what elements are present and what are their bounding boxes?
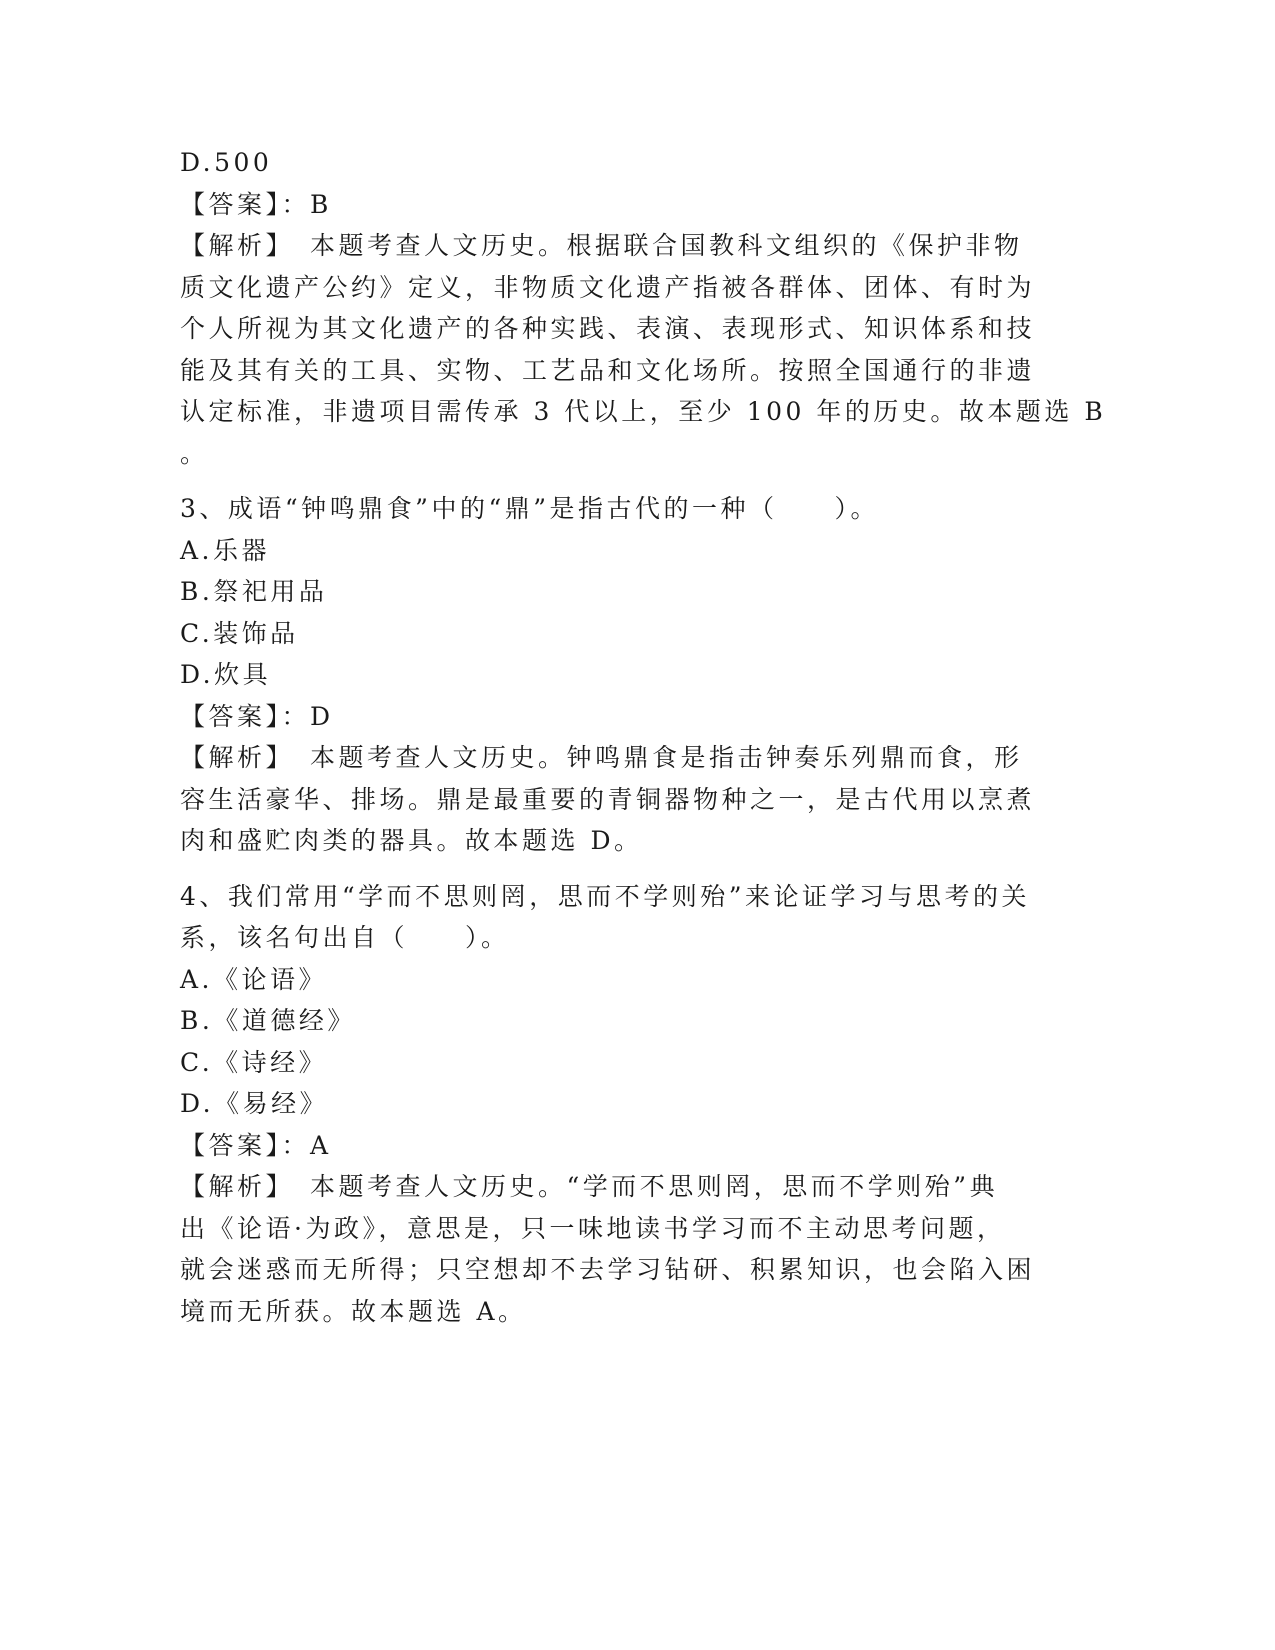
q4-question-line: 4、我们常用“学而不思则罔，思而不学则殆”来论证学习与思考的关 xyxy=(180,881,1030,911)
q2-answer: 【答案】：B xyxy=(180,189,332,219)
q2-analysis-line: 认定标准，非遗项目需传承 3 代以上，至少 100 年的历史。故本题选 B xyxy=(180,397,1107,426)
q3-analysis-line: 【解析】 本题考查人文历史。钟鸣鼎食是指击钟奏乐列鼎而食，形 xyxy=(180,743,1023,772)
q3-option-d: D.炊具 xyxy=(180,660,272,689)
q2-option-d: D.500 xyxy=(180,148,273,177)
q2-analysis-line: 能及其有关的工具、实物、工艺品和文化场所。按照全国通行的非遗 xyxy=(180,355,1036,385)
q2-analysis xyxy=(180,225,1107,474)
q2-analysis-line: 【解析】 本题考查人文历史。根据联合国教科文组织的《保护非物 xyxy=(180,231,1023,260)
q4-analysis-line: 【解析】 本题考查人文历史。“学而不思则罔，思而不学则殆”典 xyxy=(180,1172,999,1201)
q4-option-d: D.《易经》 xyxy=(180,1089,329,1118)
q4-analysis-line: 境而无所获。故本题选 A。 xyxy=(180,1296,527,1326)
q4-question-line: 系，该名句出自（ ）。 xyxy=(180,923,510,952)
q3-analysis-line: 肉和盛贮肉类的器具。故本题选 D。 xyxy=(180,826,643,855)
q4-question xyxy=(180,876,1040,959)
q3-analysis-line: 容生活豪华、排场。鼎是最重要的青铜器物种之一，是古代用以烹煮 xyxy=(180,784,1036,814)
q4-answer: 【答案】：A xyxy=(180,1130,332,1160)
q4-option-a: A.《论语》 xyxy=(180,964,328,994)
q4-analysis-line: 就会迷惑而无所得；只空想却不去学习钻研、积累知识，也会陷入困 xyxy=(180,1255,1036,1284)
q4-analysis xyxy=(180,1166,1040,1332)
q4-option-c: C.《诗经》 xyxy=(180,1047,328,1077)
q3-option-b: B.祭祀用品 xyxy=(180,577,328,606)
q3-option-c: C.装饰品 xyxy=(180,618,299,648)
q2-analysis-line: 质文化遗产公约》定义，非物质文化遗产指被各群体、团体、有时为 xyxy=(180,272,1036,302)
q3-question: 3、成语“钟鸣鼎食”中的“鼎”是指古代的一种（ ）。 xyxy=(180,494,880,523)
document-page xyxy=(180,142,1107,1332)
q3-option-a: A.乐器 xyxy=(180,535,271,565)
q3-answer: 【答案】：D xyxy=(180,701,334,731)
q2-analysis-line: 。 xyxy=(180,438,209,468)
q4-option-b: B.《道德经》 xyxy=(180,1006,356,1035)
q3-analysis xyxy=(180,737,1040,862)
q4-analysis-line: 出《论语·为政》，意思是，只一味地读书学习而不主动思考问题， xyxy=(180,1213,1006,1243)
q2-analysis-line: 个人所视为其文化遗产的各种实践、表演、表现形式、知识体系和技 xyxy=(180,314,1036,343)
